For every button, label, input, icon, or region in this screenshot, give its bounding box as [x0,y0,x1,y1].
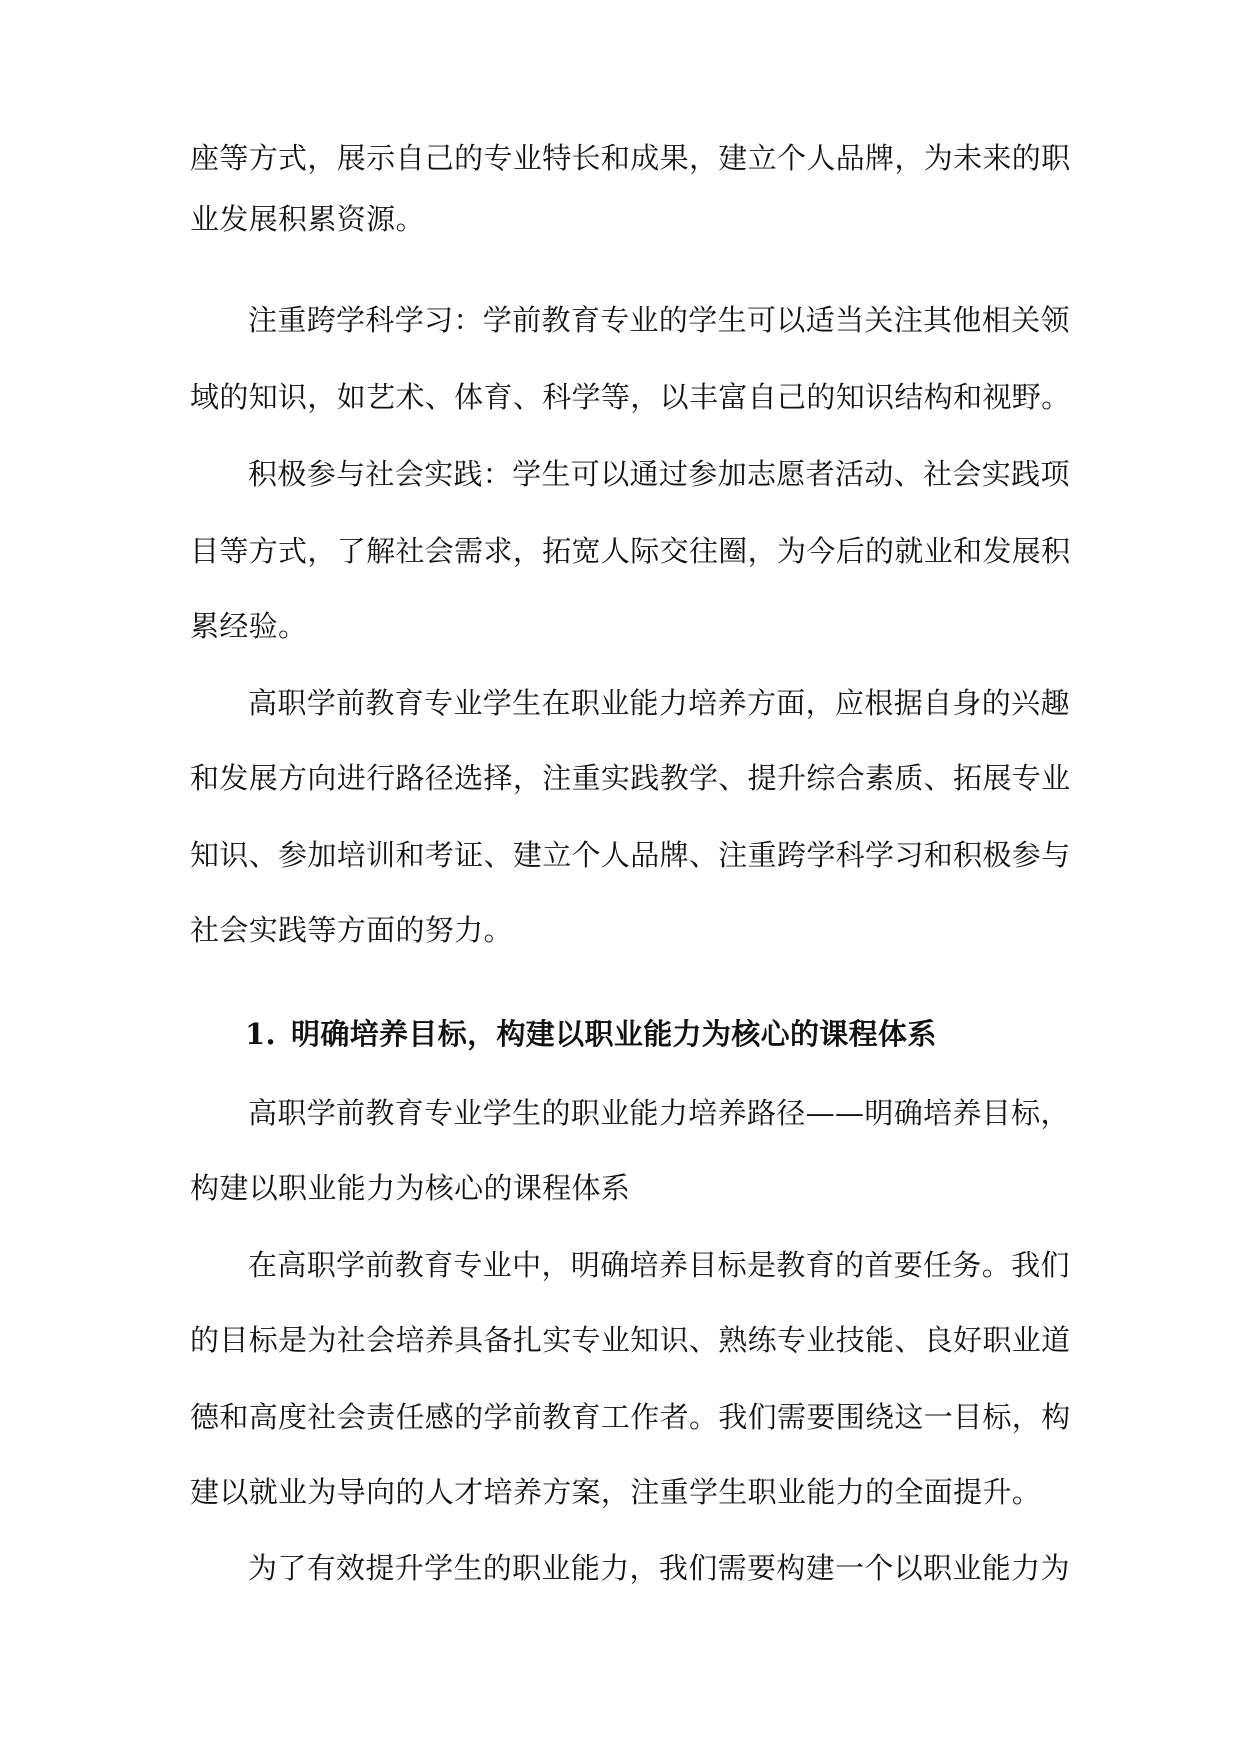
text-line: 高职学前教育专业学生的职业能力培养路径——明确培养目标， [248,1096,1070,1130]
text-line: 为了有效提升学生的职业能力，我们需要构建一个以职业能力为 [248,1551,1070,1585]
text-line: 业发展积累资源。 [190,202,425,236]
text-line: 座等方式，展示自己的专业特长和成果，建立个人品牌，为未来的职 [190,141,1071,175]
section-heading-text: 明确培养目标，构建以职业能力为核心的课程体系 [291,1017,937,1051]
text-line: 社会实践等方面的努力。 [190,913,513,947]
text-line: 德和高度社会责任感的学前教育工作者。我们需要围绕这一目标，构 [190,1400,1071,1434]
text-line: 目等方式，了解社会需求，拓宽人际交往圈，为今后的就业和发展积 [190,534,1071,568]
text-line: 和发展方向进行路径选择，注重实践教学、提升综合素质、拓展专业 [190,761,1071,795]
section-heading [245,1014,937,1054]
text-line: 建以就业为导向的人才培养方案，注重学生职业能力的全面提升。 [190,1475,1042,1509]
text-line: 域的知识，如艺术、体育、科学等，以丰富自己的知识结构和视野。 [190,380,1071,414]
text-line: 构建以职业能力为核心的课程体系 [190,1171,631,1205]
text-line: 注重跨学科学习：学前教育专业的学生可以适当关注其他相关领 [248,303,1070,337]
text-line: 积极参与社会实践：学生可以通过参加志愿者活动、社会实践项 [248,457,1070,491]
text-line: 知识、参加培训和考证、建立个人品牌、注重跨学科学习和积极参与 [190,838,1071,872]
section-number: 1. [245,1017,276,1051]
text-line: 累经验。 [190,609,308,643]
text-line: 在高职学前教育专业中，明确培养目标是教育的首要任务。我们 [248,1248,1070,1282]
text-line: 的目标是为社会培养具备扎实专业知识、熟练专业技能、良好职业道 [190,1323,1071,1357]
text-line: 高职学前教育专业学生在职业能力培养方面，应根据自身的兴趣 [248,686,1070,720]
